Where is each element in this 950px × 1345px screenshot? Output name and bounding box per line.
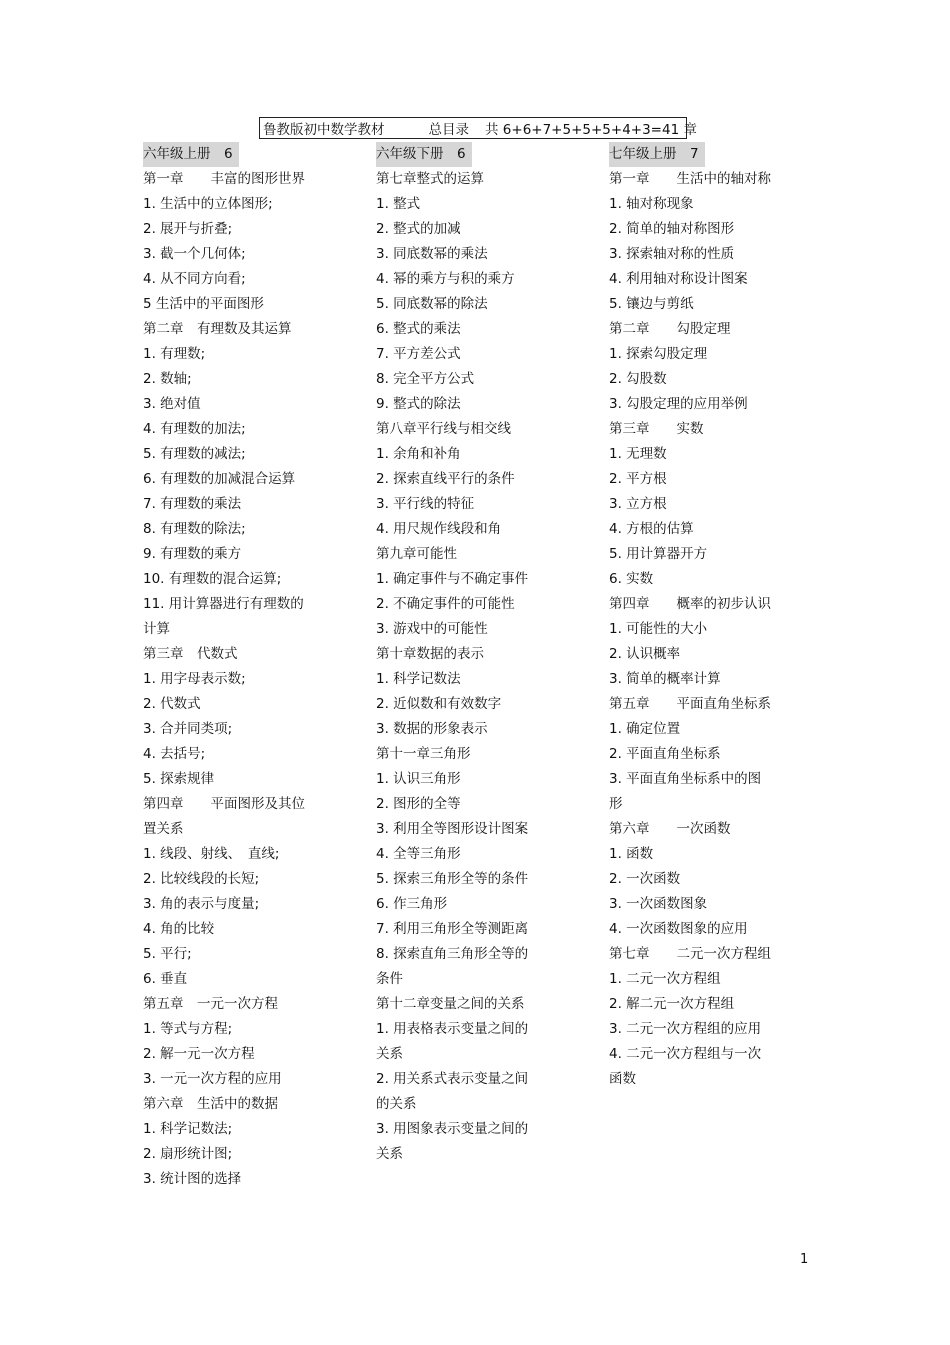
toc-entry: 2. 整式的加减 xyxy=(376,221,461,237)
toc-entry: 7. 有理数的乘法 xyxy=(143,496,242,512)
toc-entry: 9. 整式的除法 xyxy=(376,396,461,412)
toc-entry: 8. 有理数的除法; xyxy=(143,521,246,537)
toc-entry: 2. 用关系式表示变量之间 xyxy=(376,1071,529,1087)
toc-entry: 7. 平方差公式 xyxy=(376,346,461,362)
toc-entry: 4. 从不同方向看; xyxy=(143,271,246,287)
toc-entry: 函数 xyxy=(609,1071,636,1087)
toc-entry: 第二章 勾股定理 xyxy=(609,321,731,337)
toc-entry: 2. 简单的轴对称图形 xyxy=(609,221,735,237)
toc-entry: 1. 整式 xyxy=(376,196,421,212)
toc-entry: 3. 统计图的选择 xyxy=(143,1171,242,1187)
toc-entry: 3. 用图象表示变量之间的 xyxy=(376,1121,529,1137)
toc-entry: 3. 一元一次方程的应用 xyxy=(143,1071,282,1087)
toc-entry: 第二章 有理数及其运算 xyxy=(143,321,292,337)
toc-entry: 第三章 代数式 xyxy=(143,646,238,662)
column-grade6-vol2 xyxy=(376,142,576,1167)
toc-entry: 1. 余角和补角 xyxy=(376,446,461,462)
toc-entry: 4. 一次函数图象的应用 xyxy=(609,921,748,937)
toc-entry: 9. 有理数的乘方 xyxy=(143,546,242,562)
toc-entry: 3. 角的表示与度量; xyxy=(143,896,260,912)
toc-entry: 4. 利用轴对称设计图案 xyxy=(609,271,748,287)
toc-entry: 第一章 丰富的图形世界 xyxy=(143,171,305,187)
toc-entry: 1. 无理数 xyxy=(609,446,667,462)
toc-entry: 2. 近似数和有效数字 xyxy=(376,696,502,712)
toc-entry: 第五章 平面直角坐标系 xyxy=(609,696,771,712)
column-header: 六年级下册 6 xyxy=(376,142,472,167)
toc-entry: 4. 用尺规作线段和角 xyxy=(376,521,502,537)
toc-entry: 4. 方根的估算 xyxy=(609,521,694,537)
toc-entry: 5 生活中的平面图形 xyxy=(143,296,264,312)
toc-entry: 第十二章变量之间的关系 xyxy=(376,996,525,1012)
toc-entry: 关系 xyxy=(376,1046,403,1062)
toc-entry: 第八章平行线与相交线 xyxy=(376,421,511,437)
toc-entry: 置关系 xyxy=(143,821,184,837)
toc-entry: 6. 整式的乘法 xyxy=(376,321,461,337)
toc-entry: 2. 数轴; xyxy=(143,371,192,387)
title-total-chapters: 共 6+6+7+5+5+5+4+3=41 章 xyxy=(485,122,697,138)
toc-entry: 3. 平行线的特征 xyxy=(376,496,475,512)
toc-entry: 2. 图形的全等 xyxy=(376,796,461,812)
toc-entry: 1. 用表格表示变量之间的 xyxy=(376,1021,529,1037)
toc-entry: 1. 确定位置 xyxy=(609,721,681,737)
toc-entry: 3. 截一个几何体; xyxy=(143,246,246,262)
toc-entry: 第四章 概率的初步认识 xyxy=(609,596,771,612)
toc-entry: 第七章 二元一次方程组 xyxy=(609,946,771,962)
toc-entry: 2. 认识概率 xyxy=(609,646,681,662)
toc-entry: 第六章 生活中的数据 xyxy=(143,1096,278,1112)
toc-entry: 8. 探索直角三角形全等的 xyxy=(376,946,529,962)
toc-entry: 5. 探索规律 xyxy=(143,771,215,787)
toc-entry: 1. 二元一次方程组 xyxy=(609,971,721,987)
toc-entry: 形 xyxy=(609,796,623,812)
toc-entry: 1. 可能性的大小 xyxy=(609,621,708,637)
toc-entry: 1. 科学记数法; xyxy=(143,1121,233,1137)
column-header: 七年级上册 7 xyxy=(609,142,705,167)
toc-entry: 4. 二元一次方程组与一次 xyxy=(609,1046,762,1062)
toc-entry: 3. 一次函数图象 xyxy=(609,896,708,912)
toc-entry: 1. 生活中的立体图形; xyxy=(143,196,273,212)
toc-entry: 第四章 平面图形及其位 xyxy=(143,796,305,812)
title-textbook: 鲁教版初中数学教材 xyxy=(263,122,385,138)
toc-entry: 1. 认识三角形 xyxy=(376,771,461,787)
toc-entry: 2. 平面直角坐标系 xyxy=(609,746,721,762)
toc-entry: 4. 全等三角形 xyxy=(376,846,461,862)
toc-entry: 2. 解二元一次方程组 xyxy=(609,996,735,1012)
toc-entry: 2. 不确定事件的可能性 xyxy=(376,596,515,612)
toc-entry: 8. 完全平方公式 xyxy=(376,371,475,387)
toc-entry: 3. 简单的概率计算 xyxy=(609,671,721,687)
toc-entry: 1. 有理数; xyxy=(143,346,206,362)
toc-entry: 6. 有理数的加减混合运算 xyxy=(143,471,296,487)
toc-entry: 2. 探索直线平行的条件 xyxy=(376,471,515,487)
column-grade7-vol1 xyxy=(609,142,809,1092)
toc-entry: 1. 用字母表示数; xyxy=(143,671,246,687)
toc-entry: 2. 展开与折叠; xyxy=(143,221,233,237)
column-header: 六年级上册 6 xyxy=(143,142,239,167)
toc-entry: 3. 合并同类项; xyxy=(143,721,233,737)
toc-entry: 3. 利用全等图形设计图案 xyxy=(376,821,529,837)
toc-entry: 6. 实数 xyxy=(609,571,654,587)
toc-entry: 第三章 实数 xyxy=(609,421,704,437)
toc-entry: 1. 线段、射线、 直线; xyxy=(143,846,280,862)
toc-entry: 2. 比较线段的长短; xyxy=(143,871,260,887)
toc-entry: 1. 科学记数法 xyxy=(376,671,461,687)
toc-entry: 2. 一次函数 xyxy=(609,871,681,887)
toc-entry: 1. 轴对称现象 xyxy=(609,196,694,212)
toc-entry: 4. 角的比较 xyxy=(143,921,215,937)
toc-entry: 2. 解一元一次方程 xyxy=(143,1046,255,1062)
toc-entry: 4. 幂的乘方与积的乘方 xyxy=(376,271,515,287)
title-toc: 总目录 xyxy=(428,122,469,138)
toc-entry: 1. 函数 xyxy=(609,846,654,862)
toc-entry: 第六章 一次函数 xyxy=(609,821,731,837)
toc-entry: 3. 同底数幂的乘法 xyxy=(376,246,488,262)
toc-entry: 3. 勾股定理的应用举例 xyxy=(609,396,748,412)
toc-entry: 计算 xyxy=(143,621,170,637)
toc-entry: 的关系 xyxy=(376,1096,417,1112)
toc-entry: 5. 有理数的减法; xyxy=(143,446,246,462)
document-title-box xyxy=(259,117,697,139)
toc-entry: 7. 利用三角形全等测距离 xyxy=(376,921,529,937)
column-header-line xyxy=(143,142,343,167)
column-header-line xyxy=(609,142,809,167)
toc-entry: 4. 去括号; xyxy=(143,746,206,762)
toc-entry: 3. 立方根 xyxy=(609,496,667,512)
toc-entry: 2. 扇形统计图; xyxy=(143,1146,233,1162)
toc-entry: 5. 平行; xyxy=(143,946,192,962)
toc-entry: 第十一章三角形 xyxy=(376,746,471,762)
toc-entry: 3. 数据的形象表示 xyxy=(376,721,488,737)
toc-entry: 11. 用计算器进行有理数的 xyxy=(143,596,304,612)
toc-entry: 第一章 生活中的轴对称 xyxy=(609,171,771,187)
page-number: 1 xyxy=(800,1252,809,1267)
toc-entry: 5. 用计算器开方 xyxy=(609,546,708,562)
toc-entry: 关系 xyxy=(376,1146,403,1162)
column-grade6-vol1 xyxy=(143,142,343,1192)
toc-entry: 1. 探索勾股定理 xyxy=(609,346,708,362)
toc-entry: 3. 平面直角坐标系中的图 xyxy=(609,771,762,787)
toc-entry: 3. 二元一次方程组的应用 xyxy=(609,1021,762,1037)
toc-entry: 第十章数据的表示 xyxy=(376,646,484,662)
toc-entry: 4. 有理数的加法; xyxy=(143,421,246,437)
toc-entry: 5. 镶边与剪纸 xyxy=(609,296,694,312)
toc-entry: 6. 作三角形 xyxy=(376,896,448,912)
toc-entry: 2. 平方根 xyxy=(609,471,667,487)
toc-entry: 第九章可能性 xyxy=(376,546,457,562)
column-header-line xyxy=(376,142,576,167)
toc-entry: 3. 游戏中的可能性 xyxy=(376,621,488,637)
toc-entry: 第五章 一元一次方程 xyxy=(143,996,278,1012)
toc-entry: 5. 探索三角形全等的条件 xyxy=(376,871,529,887)
toc-entry: 10. 有理数的混合运算; xyxy=(143,571,282,587)
toc-entry: 5. 同底数幂的除法 xyxy=(376,296,488,312)
toc-entry: 6. 垂直 xyxy=(143,971,188,987)
toc-entry: 条件 xyxy=(376,971,403,987)
toc-entry: 3. 探索轴对称的性质 xyxy=(609,246,735,262)
toc-entry: 1. 确定事件与不确定事件 xyxy=(376,571,529,587)
toc-entry: 2. 勾股数 xyxy=(609,371,667,387)
toc-entry: 1. 等式与方程; xyxy=(143,1021,233,1037)
toc-entry: 第七章整式的运算 xyxy=(376,171,484,187)
toc-entry: 3. 绝对值 xyxy=(143,396,201,412)
toc-entry: 2. 代数式 xyxy=(143,696,201,712)
